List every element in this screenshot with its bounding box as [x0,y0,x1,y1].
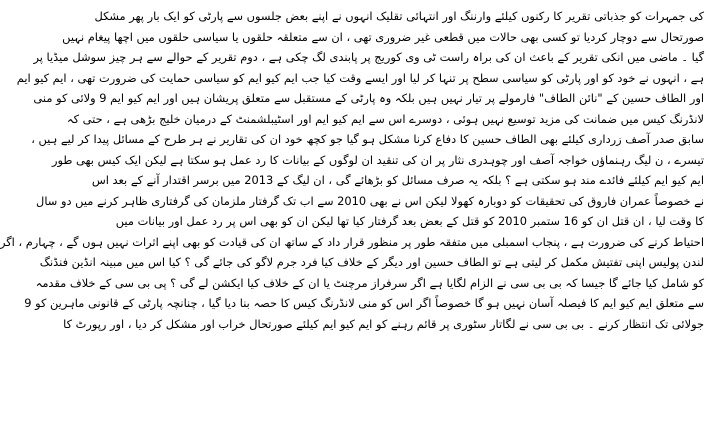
article-line-2: صورتحال سے دوچار کردیا تو کسی بھی حالات میں قطعی غیر ضروری تھی ، ان سے متعلقہ حلقوں یا سیاسی حلقوں میں اچھا پیغام نہیں [62,29,704,44]
article-line-8: تیسرے ، ن لیگ رہنماؤں خواجہ آصف اور چوہدری نثار پر ان کی تنقید ان لوگوں کے بیانات کا رد عمل ہو سکتا ہے لیکن ایک کیس بھی طور [51,152,704,167]
article-line-14: کو شامل کیا جائے گا جیسا کہ بی بی سی نے الزام لگایا ہے اگر سرفراز مرچنٹ یا ان کے خلاف کیا ایکشن لے گی ؟ پی بی سی کے خلاف مقدمہ [35,275,704,290]
article-body [0,6,704,334]
article-line-1: کی جمہرات کو جذباتی تقریر کا رکنوں کیلئے وارننگ اور انتہائی تقلیک انہوں نے اپنے بعض جلسوں سے پارٹی کو ایک بار پھر مشکل [94,9,704,23]
article-line-3: گیا ۔ ماضی میں انکی تقریر کے باعث ان کی براہ راست ٹی وی کوریج پر پابندی لگ چکی ہے ، دوم تقریر کے حوالے سے ہر چیز سوشل میڈیا پر [33,50,704,64]
article-line-15: سے متعلق ایم کیو ایم کا فیصلہ آسان نہیں ہو گا خصوصاً اگر اس کو منی لانڈرنگ کیس کا حصہ بنا دیا گیا ، چنانچہ پارٹی کے قانونی ماہرین کو 9 [24,296,704,310]
article-line-6: لانڈرنگ کیس میں ضمانت کی مزید توسیع نہیں ہوئی ، دوسرے اس سے ایم کیو ایم اور اسٹیبلشمنٹ کے درمیان خلیج بڑھی ہے ، حتی کہ [66,111,704,126]
article-line-4: ہے ، انہوں نے خود کو اور پارٹی کو سیاسی سطح پر تنہا کر لیا اور ایسے وقت کیا جب ایم کیو ایم کو سیاسی حمایت کی ضرورت تھی ، ایم کیو ایم [16,70,704,85]
article-line-9: ایم کیو ایم کیلئے فائدے مند ہو سکتی ہے ؟ بلکہ یہ صرف مسائل کو بڑھائے گی ، ان لیگ کے 2013 میں برسر اقتدار آنے کے بعد اس [91,173,704,187]
article-line-5: اور الطاف حسین کے "نائن الطاف" فارمولے پر تیار نہیں ہیں بلکہ وہ پارٹی کے مستقبل سے متعلق پریشان ہیں اور ایم کیو ایم 9 ولائی کو منی [33,91,704,105]
article-line-10: نے خصوصاً عمران فاروق کی تحقیقات کو دوبارہ کھولا لیکن اس نے بھی 2010 سے اب تک گرفتار ملزمان کی گرفتاری ظاہر کرنے میں دو سال [36,193,704,208]
article-line-16: جولائی تک انتظار کرنے ۔ بی بی سی نے لگاتار سٹوری پر قائم رہنے کو ایم کیو ایم کیلئے صورتحال خراب اور مشکل کر دیا ، اور رپورٹ کا [63,316,704,331]
article-line-11: کا وقت لیا ، ان قتل ان کو 16 ستمبر 2010 کو قتل کے بعض بعد گرفتار کیا تھا لیکن ان کو بھی اس پر رد عمل اور بیانات میں [115,214,704,228]
article-line-12: احتیاط کرنے کی ضرورت ہے ، پنجاب اسمبلی میں متفقہ طور پر منظور قرار داد کے ساتھ ان کی قیادت کو بھی اپنے اثرات نہیں ہوں گے ، چہارم ، اگر [0,234,704,249]
article-line-7: سابق صدر آصف زرداری کیلئے بھی الطاف حسین کا دفاع کرنا مشکل ہو گیا جو کچھ خود ان کی تقاریر نے ہر طرح کے مسائل پیدا کر لیے ہیں ، [31,132,704,146]
article-line-13: لندن پولیس اپنی تفتیش مکمل کر لیتی ہے تو الطاف حسین اور دیگر کے خلاف کیا فرد جرم لاگو کی جائے گی ؟ کیا اس میں مبینہ انڈین فنڈنگ [39,255,704,269]
